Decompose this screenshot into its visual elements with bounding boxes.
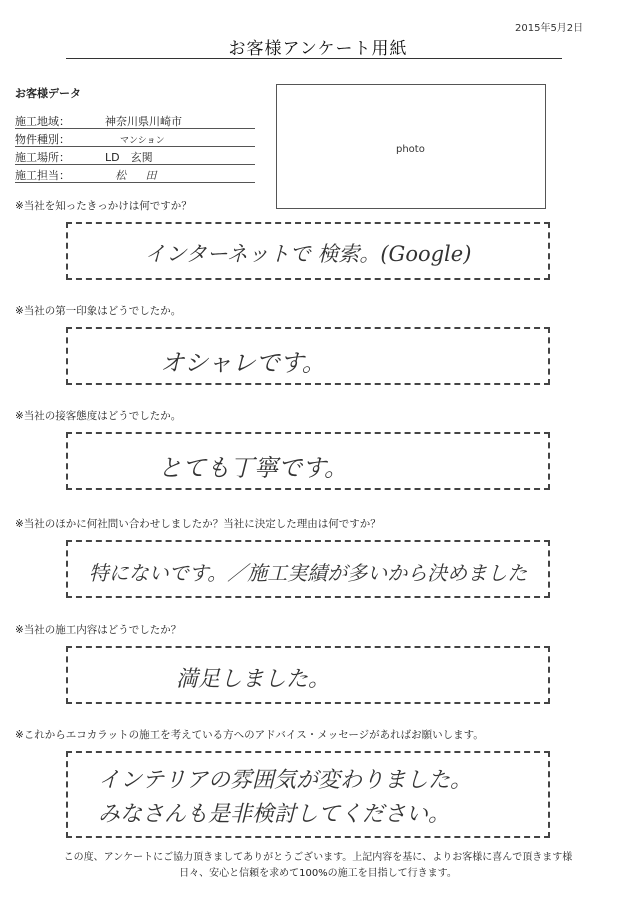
question-2: ※当社の第一印象はどうでしたか。 <box>15 305 182 317</box>
info-label: 施工地域： <box>15 115 70 128</box>
answer-box-3 <box>66 432 550 490</box>
answer-box-1 <box>66 222 550 280</box>
info-value-handwritten: 松 田 <box>115 169 165 182</box>
footer-line-2: 日々、安心と信頼を求めて100%の施工を目指して行きます。 <box>179 868 457 879</box>
info-value: 神奈川県川崎市 <box>105 115 182 128</box>
answer-box-5 <box>66 646 550 704</box>
info-label: 施工場所： <box>15 151 70 164</box>
info-row-area <box>15 112 255 129</box>
answer-1-handwritten: インターネットで 検索。(Google) <box>144 242 472 266</box>
question-6: ※これからエコカラットの施工を考えている方へのアドバイス・メッセージがあればお願いします。 <box>15 729 484 741</box>
photo-label: photo <box>396 144 425 155</box>
info-label: 施工担当： <box>15 169 70 182</box>
info-row-staff <box>15 166 255 183</box>
answer-5-handwritten: 満足しました。 <box>175 667 330 692</box>
info-row-location <box>15 148 255 165</box>
question-4: ※当社のほかに何社問い合わせしましたか？当社に決定した理由は何ですか？ <box>15 518 381 530</box>
answer-6-line2-handwritten: みなさんも是非検討してください。 <box>98 802 451 827</box>
answer-box-2 <box>66 327 550 385</box>
answer-3-handwritten: とても丁寧です。 <box>157 454 349 482</box>
footer-line-1: この度、アンケートにご協力頂きましてありがとうございます。上記内容を基に、よりお客様に喜んで頂きます様 <box>63 852 573 863</box>
info-value: マンション <box>120 136 165 146</box>
info-row-property-type <box>15 130 255 147</box>
survey-date: 2015年5月2日 <box>515 23 584 34</box>
answer-2-handwritten: オシャレです。 <box>160 349 326 377</box>
question-3: ※当社の接客態度はどうでしたか。 <box>15 410 182 422</box>
title-underline <box>66 58 562 59</box>
answer-box-4 <box>66 540 550 598</box>
customer-data-label: お客様データ <box>15 87 81 100</box>
answer-6-line1-handwritten: インテリアの雰囲気が変わりました。 <box>98 768 473 793</box>
question-1: ※当社を知ったきっかけは何ですか？ <box>15 200 192 212</box>
answer-4-handwritten: 特にないです。／施工実績が多いから決めました <box>88 561 528 585</box>
page-title: お客様アンケート用紙 <box>228 39 408 59</box>
info-value: LD 玄関 <box>105 151 153 164</box>
question-5: ※当社の施工内容はどうでしたか？ <box>15 624 182 636</box>
answer-box-6 <box>66 751 550 838</box>
info-label: 物件種別： <box>15 133 70 146</box>
